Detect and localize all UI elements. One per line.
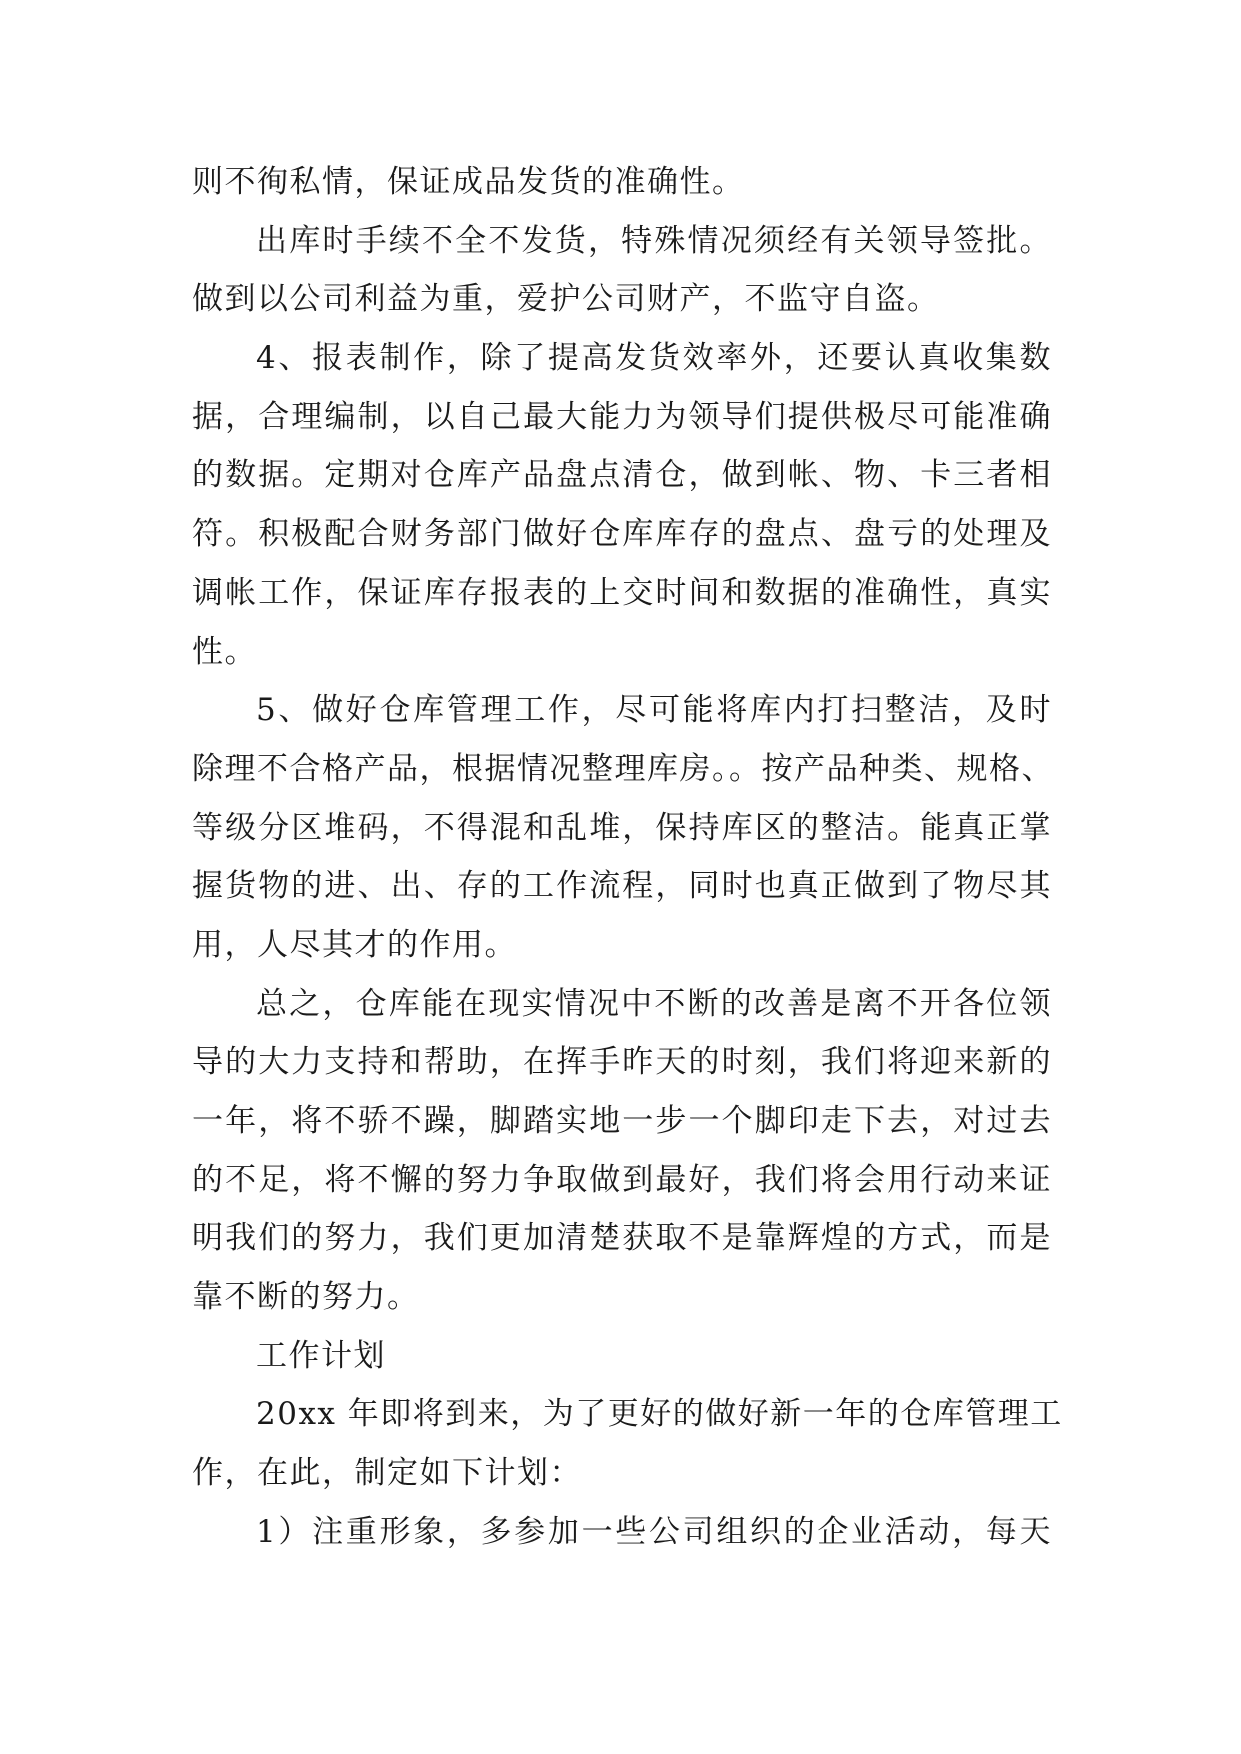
text-line: 的数据。定期对仓库产品盘点清仓，做到帐、物、卡三者相	[192, 457, 1052, 494]
text-line: 则不徇私情，保证成品发货的准确性。	[192, 164, 745, 200]
text-line: 调帐工作，保证库存报表的上交时间和数据的准确性，真实	[192, 574, 1052, 611]
text-line: 靠不断的努力。	[192, 1279, 420, 1316]
text-line: 作，在此，制定如下计划：	[192, 1455, 582, 1492]
text-line: 做到以公司利益为重，爱护公司财产，不监守自盗。	[192, 281, 940, 318]
text-line: 一年，将不骄不躁，脚踏实地一步一个脚印走下去，对过去	[192, 1103, 1052, 1139]
text-line: 总之，仓库能在现实情况中不断的改善是离不开各位领	[256, 985, 1052, 1022]
text-line: 握货物的进、出、存的工作流程，同时也真正做到了物尽其	[192, 868, 1052, 905]
text-line: 出库时手续不全不发货，特殊情况须经有关领导签批。	[256, 222, 1052, 259]
text-line: 据，合理编制，以自己最大能力为领导们提供极尽可能准确	[192, 398, 1052, 435]
text-line: 除理不合格产品，根据情况整理库房。。按产品种类、规格、	[192, 750, 1054, 787]
text-line: 明我们的努力，我们更加清楚获取不是靠辉煌的方式，而是	[192, 1220, 1052, 1257]
text-line: 用，人尽其才的作用。	[192, 926, 517, 963]
text-line: 等级分区堆码，不得混和乱堆，保持库区的整洁。能真正掌	[192, 809, 1052, 846]
text-line: 20xx 年即将到来，为了更好的做好新一年的仓库管理工	[256, 1396, 1063, 1433]
text-line: 符。积极配合财务部门做好仓库库存的盘点、盘亏的处理及	[192, 516, 1052, 553]
text-line: 导的大力支持和帮助，在挥手昨天的时刻，我们将迎来新的	[192, 1044, 1052, 1081]
text-line: 1）注重形象，多参加一些公司组织的企业活动，每天	[256, 1513, 1052, 1550]
text-line: 工作计划	[256, 1337, 386, 1374]
text-line: 4、报表制作，除了提高发货效率外，还要认真收集数	[256, 340, 1052, 377]
text-line: 性。	[192, 633, 257, 670]
document-body	[192, 153, 1063, 1562]
text-line: 的不足，将不懈的努力争取做到最好，我们将会用行动来证	[192, 1161, 1052, 1198]
text-line: 5、做好仓库管理工作，尽可能将库内打扫整洁，及时	[256, 692, 1052, 729]
